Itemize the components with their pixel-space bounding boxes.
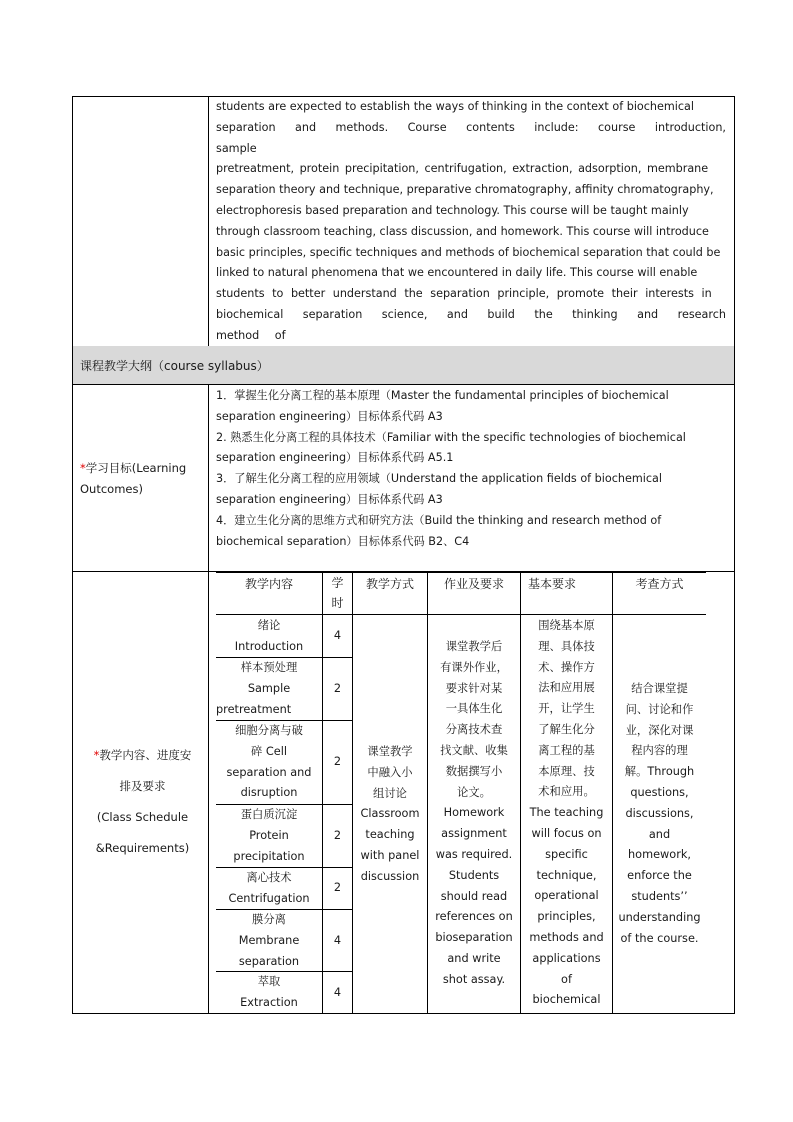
homework-line: and write bbox=[447, 951, 501, 965]
description-line: separation and methods. Course contents include: course introduction, sample bbox=[216, 120, 726, 155]
row-zh: 细胞分离与破 bbox=[235, 724, 303, 737]
header-method: 教学方式 bbox=[365, 577, 414, 591]
basic-line: 本原理、技 bbox=[538, 764, 595, 778]
header-assessment: 考查方式 bbox=[635, 577, 684, 591]
table-row-hours: 4 bbox=[333, 629, 342, 642]
row-en: separation and bbox=[226, 765, 312, 779]
outcomes-label bbox=[80, 458, 186, 499]
homework-line: 要求针对某 bbox=[445, 681, 503, 695]
homework-line: was required. bbox=[435, 847, 513, 861]
outcome-line: separation engineering）目标体系代码 A3 bbox=[216, 409, 443, 423]
method-line: discussion bbox=[360, 869, 420, 883]
table-row-content bbox=[216, 868, 322, 910]
table-row-hours: 2 bbox=[333, 881, 342, 894]
header-hours-line: 学 bbox=[331, 576, 344, 590]
homework-line: should read bbox=[440, 889, 508, 903]
homework-line: 数据撰写小 bbox=[445, 764, 503, 778]
basic-line: The teaching bbox=[529, 806, 604, 820]
basic-line: principles, bbox=[537, 910, 596, 924]
description-line: students to better understand the separation principle, promote their interests in bbox=[216, 287, 712, 301]
basic-line: 理、具体技 bbox=[538, 639, 595, 653]
assessment-line: questions, bbox=[630, 785, 689, 799]
row-en: Sample bbox=[247, 681, 291, 695]
required-star: * bbox=[93, 748, 100, 762]
outcomes-list bbox=[216, 386, 726, 552]
homework-line: Homework bbox=[443, 806, 505, 820]
outcomes-label-line2: Outcomes) bbox=[80, 481, 143, 496]
table-row-hours: 2 bbox=[333, 682, 342, 695]
row-zh: 绪论 bbox=[257, 619, 281, 632]
basic-line: methods and bbox=[529, 930, 604, 944]
header-content: 教学内容 bbox=[244, 577, 293, 591]
table-row-hours: 2 bbox=[333, 829, 342, 842]
table-row-content bbox=[216, 721, 322, 804]
table-row-hours: 4 bbox=[333, 986, 342, 999]
row-zh: 膜分离 bbox=[252, 913, 286, 926]
method-line: 课堂教学 bbox=[367, 745, 413, 758]
required-star: * bbox=[80, 461, 86, 475]
row-en: pretreatment bbox=[216, 702, 292, 716]
assessment-line: discussions, bbox=[625, 806, 694, 820]
row-en: disruption bbox=[240, 786, 298, 800]
row-zh: 蛋白质沉淀 bbox=[240, 808, 298, 821]
homework-line: Students bbox=[448, 868, 500, 882]
basic-line: 开，让学生 bbox=[538, 702, 595, 716]
row-en: Membrane bbox=[238, 933, 300, 947]
schedule-table bbox=[214, 572, 707, 1013]
basic-requirements-cell bbox=[521, 616, 612, 1011]
outcome-line: 3．了解生化分离工程的应用领域（Understand the application fields of biochemical bbox=[216, 472, 662, 486]
schedule-label-line: (Class Schedule bbox=[96, 810, 189, 824]
header-homework: 作业及要求 bbox=[443, 577, 504, 591]
homework-line: 一具体生化 bbox=[445, 702, 503, 716]
basic-line: 术、操作方 bbox=[538, 660, 595, 674]
basic-line: biochemical bbox=[532, 993, 601, 1007]
schedule-label-line: 教学内容、进度安 bbox=[99, 748, 192, 762]
table-row-content bbox=[216, 972, 322, 1014]
description-line: basic principles, specific techniques and methods of biochemical separation that could be bbox=[216, 245, 721, 259]
basic-line: 离工程的基 bbox=[538, 743, 595, 757]
table-row-hours: 2 bbox=[333, 755, 342, 768]
assessment-line: 结合课堂提 bbox=[631, 682, 688, 695]
assessment-line: homework, bbox=[628, 848, 691, 862]
method-line: teaching bbox=[365, 828, 415, 842]
row-en: Extraction bbox=[240, 995, 298, 1009]
assessment-line: of the course. bbox=[620, 931, 699, 945]
label-column-divider-2 bbox=[208, 384, 209, 1014]
homework-line: 论文。 bbox=[457, 785, 491, 799]
table-row-content bbox=[216, 910, 322, 972]
header-hours-line: 时 bbox=[331, 596, 344, 610]
description-line: separation theory and technique, preparative chromatography, affinity chromatography, bbox=[216, 183, 714, 197]
description-line: through classroom teaching, class discussion, and homework. This course will introduce bbox=[216, 224, 709, 238]
row-en: Introduction bbox=[234, 639, 304, 653]
assessment-line: students’’ bbox=[631, 889, 688, 903]
schedule-label bbox=[80, 740, 205, 864]
row-en: precipitation bbox=[233, 849, 305, 863]
outcome-line: 4．建立生化分离的思维方式和研究方法（Build the thinking and research method of bbox=[216, 513, 662, 527]
basic-line: 围绕基本原 bbox=[538, 619, 595, 632]
assessment-line: 问、讨论和作 bbox=[625, 702, 694, 716]
homework-line: 有课外作业， bbox=[440, 660, 508, 674]
basic-line: 术和应用。 bbox=[538, 785, 595, 799]
assessment-line: and bbox=[648, 827, 671, 841]
outcome-line: 2. 熟悉生化分离工程的具体技术（Familiar with the specific technologies of biochemical bbox=[216, 430, 686, 444]
basic-line: technique, bbox=[536, 868, 597, 882]
assessment-line: enforce the bbox=[627, 869, 692, 883]
syllabus-header-band bbox=[73, 346, 734, 384]
schedule-label-line: 排及要求 bbox=[119, 779, 166, 793]
homework-line: bioseparation bbox=[435, 931, 513, 945]
homework-line: 找文献、收集 bbox=[440, 743, 508, 757]
outcome-line: biochemical separation）目标体系代码 B2、C4 bbox=[216, 534, 470, 548]
homework-line: 课堂教学后 bbox=[445, 640, 503, 653]
outcome-line: 1．掌握生化分离工程的基本原理（Master the fundamental principles of biochemical bbox=[216, 389, 669, 402]
description-line: pretreatment, protein precipitation, centrifugation, extraction, adsorption, membrane bbox=[216, 162, 709, 176]
header-hours bbox=[323, 573, 352, 613]
course-description bbox=[216, 97, 726, 388]
method-line: Classroom bbox=[360, 807, 420, 821]
homework-line: references on bbox=[435, 910, 513, 924]
table-row-hours: 4 bbox=[333, 934, 342, 947]
homework-line: assignment bbox=[441, 827, 507, 841]
assessment-line: 业，深化对课 bbox=[625, 723, 694, 737]
basic-line: will focus on bbox=[531, 826, 602, 840]
basic-line: specific bbox=[545, 847, 588, 861]
outcomes-label-line1: 学习目标(Learning bbox=[85, 461, 187, 475]
homework-line: shot assay. bbox=[442, 972, 506, 986]
description-line: electrophoresis based preparation and technology. This course will be taught mainly bbox=[216, 203, 689, 217]
basic-line: 法和应用展 bbox=[538, 681, 595, 695]
description-line: linked to natural phenomena that we encountered in daily life. This course will enable bbox=[216, 266, 698, 280]
basic-line: operational bbox=[534, 889, 599, 903]
row-en: separation bbox=[238, 954, 300, 968]
teaching-method-cell bbox=[353, 742, 427, 888]
schedule-label-line: &Requirements) bbox=[95, 841, 190, 855]
description-line: students are expected to establish the ways of thinking in the context of biochemical bbox=[216, 100, 695, 113]
table-row-content bbox=[216, 658, 322, 720]
syllabus-header: 课程教学大纲（course syllabus） bbox=[80, 359, 269, 373]
outcome-line: separation engineering）目标体系代码 A5.1 bbox=[216, 451, 454, 465]
basic-line: applications bbox=[532, 951, 601, 965]
homework-line: 分离技术查 bbox=[445, 723, 503, 737]
row-en: Centrifugation bbox=[228, 891, 310, 905]
assessment-line: 程内容的理 bbox=[631, 744, 688, 758]
basic-line: 了解生化分 bbox=[538, 722, 595, 736]
row-en: Protein bbox=[249, 828, 289, 842]
header-basic: 基本要求 bbox=[528, 577, 577, 591]
assessment-line: understanding bbox=[618, 910, 701, 924]
description-line: biochemical separation science, and build the thinking and research method of bbox=[216, 307, 726, 342]
table-row-content bbox=[216, 616, 322, 658]
method-line: 中融入小 bbox=[367, 765, 413, 779]
outcome-line: separation engineering）目标体系代码 A3 bbox=[216, 492, 443, 506]
assessment-cell bbox=[613, 679, 706, 949]
table-row-content bbox=[216, 805, 322, 867]
assessment-line: 解。Through bbox=[624, 765, 695, 779]
label-column-divider bbox=[208, 96, 209, 346]
method-line: with panel bbox=[360, 848, 420, 862]
row-zh: 碎 Cell bbox=[250, 744, 287, 758]
row-zh: 样本预处理 bbox=[240, 661, 298, 674]
method-line: 组讨论 bbox=[373, 786, 407, 800]
row-zh: 离心技术 bbox=[246, 871, 292, 884]
basic-line: of bbox=[561, 972, 572, 986]
row-zh: 萃取 bbox=[257, 975, 281, 988]
homework-cell bbox=[428, 637, 520, 991]
